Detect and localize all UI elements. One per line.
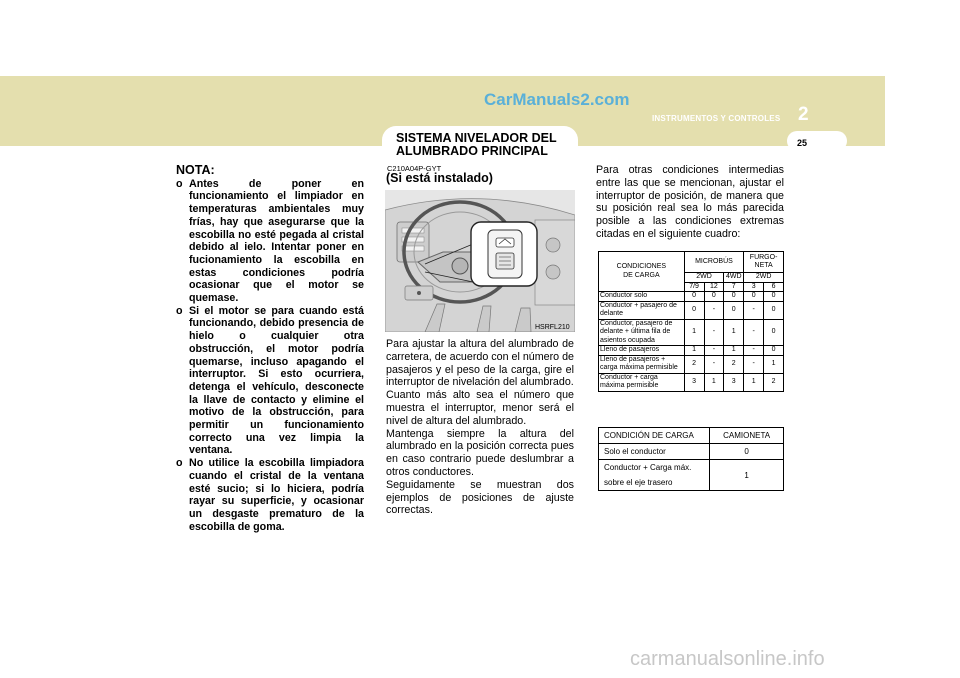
- nota-title: NOTA:: [176, 163, 215, 177]
- table-cell: 0: [764, 301, 784, 319]
- row-label: Lleno de pasajeros + carga máxima permisible: [599, 355, 685, 373]
- row-label: [599, 460, 710, 491]
- right-text: Para otras condiciones intermedias entre las que se mencionan, ajustar el interruptor de posición, de manera que su posición real sea lo más parecida posible a las condiciones extremas citadas en el siguiente cuadro:: [596, 164, 784, 240]
- seats-cell: 3: [744, 282, 764, 292]
- row-label: Conductor solo: [599, 292, 685, 302]
- table2-header-camioneta: CAMIONETA: [710, 428, 784, 444]
- table-cell: -: [744, 346, 764, 356]
- seats-cell: 6: [764, 282, 784, 292]
- table-cell: 3: [724, 373, 744, 391]
- table-cell: 1: [684, 319, 704, 346]
- paragraph: Mantenga siempre la altura del alumbrado en la posición correcta pues en caso contrario puede deslumbrar a otros conductores.: [386, 427, 574, 478]
- table-cell: 1: [710, 460, 784, 491]
- bullet-marker: o: [176, 304, 183, 317]
- table-cell: -: [744, 319, 764, 346]
- subheader-4wd: 4WD: [724, 273, 744, 283]
- chapter-number: 2: [798, 104, 809, 125]
- page-number: 25: [797, 138, 808, 148]
- table-cell: 2: [764, 373, 784, 391]
- table-cell: 0: [704, 292, 724, 302]
- table-cell: 1: [724, 346, 744, 356]
- table-cell: 3: [684, 373, 704, 391]
- table-row: [599, 346, 784, 356]
- table-cell: 0: [744, 292, 764, 302]
- table-row: [599, 355, 784, 373]
- table2-header-condition: CONDICIÓN DE CARGA: [599, 428, 710, 444]
- figure-label: HSRFL210: [535, 324, 570, 331]
- nota-block: [176, 164, 364, 533]
- table-row: [599, 444, 784, 460]
- seats-cell: 7/9: [684, 282, 704, 292]
- table-corner-header: CONDICIONES DE CARGA: [599, 252, 685, 292]
- table-cell: 0: [764, 319, 784, 346]
- dashboard-switch-illustration: [385, 190, 575, 332]
- table-cell: 2: [684, 355, 704, 373]
- row-label-line: Conductor + Carga máx.: [604, 463, 692, 472]
- table-cell: 0: [724, 301, 744, 319]
- table-cell: 0: [684, 292, 704, 302]
- seats-cell: 12: [704, 282, 724, 292]
- row-label: Solo el conductor: [599, 444, 710, 460]
- row-label-line: sobre el eje trasero: [604, 478, 673, 487]
- mid-text: [386, 338, 574, 517]
- seats-cell: 7: [724, 282, 744, 292]
- table-cell: 0: [724, 292, 744, 302]
- nota-item-text: Si el motor se para cuando está funcionando, debido presencia de hielo o cualquier otra obstrucción, el motor podría quemarse, incluso apagando el interruptor. Si esto ocurriera, detenga el vehículo, desconecte la llave de contacto y elimine el motivo de la obstrucción, para permitir un funcionamiento correcto una vez limpia la ventana.: [189, 304, 364, 457]
- camioneta-table: [598, 427, 784, 491]
- paragraph: Cuanto más alto sea el número que muestra el interruptor, menor será el nivel de altura del alumbrado.: [386, 389, 574, 427]
- section-code: C210A04P-GYT: [387, 164, 442, 173]
- row-label: Conductor + pasajero de delante: [599, 301, 685, 319]
- bullet-marker: o: [176, 457, 183, 470]
- subtitle: (Si está instalado): [386, 171, 493, 185]
- section-title: SISTEMA NIVELADOR DEL ALUMBRADO PRINCIPAL: [396, 131, 557, 158]
- row-label: Conductor + carga máxima permisible: [599, 373, 685, 391]
- watermark-top[interactable]: CarManuals2.com: [484, 90, 630, 109]
- table-row: [599, 301, 784, 319]
- table-cell: 0: [710, 444, 784, 460]
- page-number-tab: [787, 131, 847, 151]
- row-label: Lleno de pasajeros: [599, 346, 685, 356]
- table-row: [599, 373, 784, 391]
- table-cell: 1: [704, 373, 724, 391]
- load-conditions-table: [598, 251, 784, 392]
- nota-item-3: [176, 457, 364, 533]
- nota-item-2: [176, 305, 364, 457]
- table-row: [599, 292, 784, 302]
- section-label: INSTRUMENTOS Y CONTROLES: [652, 114, 781, 123]
- subheader-2wd: 2WD: [684, 273, 724, 283]
- table-row: [599, 319, 784, 346]
- table-cell: -: [704, 319, 724, 346]
- table-cell: -: [704, 355, 724, 373]
- column-group-furgoneta: FURGO-NETA: [744, 252, 784, 273]
- table-cell: 1: [684, 346, 704, 356]
- paragraph: Para ajustar la altura del alumbrado de carretera, de acuerdo con el número de pasajeros y el peso de la carga, gire el interruptor de nivelación del alumbrado.: [386, 338, 574, 389]
- table-cell: 0: [764, 292, 784, 302]
- nota-item-text: Antes de poner en funcionamiento el limpiador en temperaturas ambientales muy frías, hay que asegurarse que la escobilla no esté pegada al cristal debido al ielo. Intentar poner en fucionamiento la escobilla en estas condiciones podría ocasionar que el motor se quemase.: [189, 177, 364, 305]
- watermark-bottom[interactable]: carmanualsonline.info: [630, 648, 825, 670]
- table-cell: -: [744, 355, 764, 373]
- subheader-2wd-furgoneta: 2WD: [744, 273, 784, 283]
- table-cell: 1: [724, 319, 744, 346]
- table-cell: 2: [724, 355, 744, 373]
- bullet-marker: o: [176, 177, 183, 190]
- table-cell: 1: [764, 355, 784, 373]
- nota-item-text: No utilice la escobilla limpiadora cuando el cristal de la ventana esté sucio; si lo hiciera, podría rayar su superficie, y ocasionar un desgaste prematuro de la escobilla de goma.: [189, 457, 364, 533]
- table-cell: 0: [684, 301, 704, 319]
- nota-item-1: [176, 178, 364, 305]
- table-cell: 0: [764, 346, 784, 356]
- column-group-microbus: MICROBÚS: [684, 252, 744, 273]
- row-label: Conductor, pasajero de delante + última fila de asientos ocupada: [599, 319, 685, 346]
- dashboard-drawing: [385, 190, 575, 332]
- table-cell: 1: [744, 373, 764, 391]
- table-cell: -: [744, 301, 764, 319]
- table-cell: -: [704, 346, 724, 356]
- table-cell: -: [704, 301, 724, 319]
- paragraph: Seguidamente se muestran dos ejemplos de posiciones de ajuste correctas.: [386, 478, 574, 517]
- table-row: [599, 460, 784, 491]
